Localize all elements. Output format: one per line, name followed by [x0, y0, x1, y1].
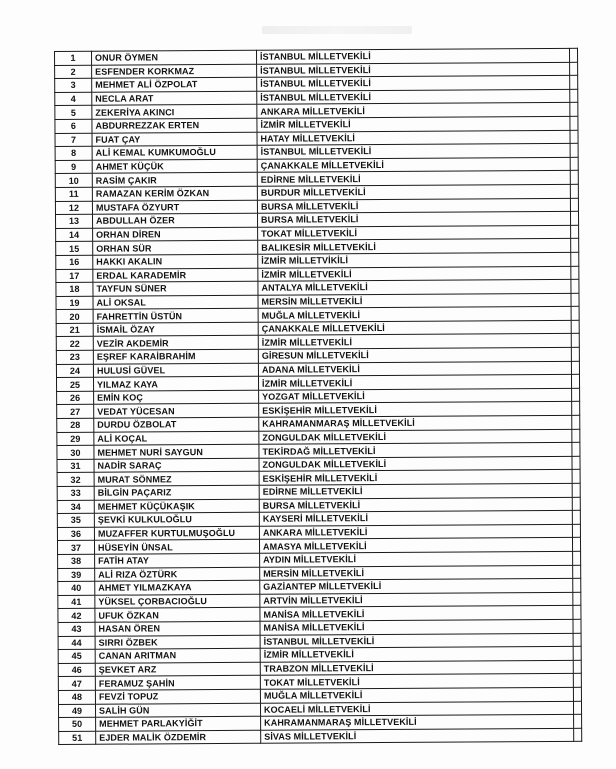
blank-cell — [573, 565, 581, 579]
deputy-constituency: GİRESUN MİLLETVEKİLİ — [258, 347, 571, 363]
blank-cell — [572, 402, 580, 416]
blank-cell — [573, 687, 581, 701]
deputy-name: MEHMET NURİ SAYGUN — [94, 444, 259, 459]
deputy-name: ALİ KEMAL KUMKUMOĞLU — [92, 145, 257, 160]
deputy-constituency: İSTANBUL MİLLETVEKİLİ — [257, 144, 570, 160]
row-number: 1 — [55, 51, 92, 65]
row-number: 14 — [56, 228, 93, 242]
blank-cell — [570, 116, 578, 130]
blank-cell — [570, 171, 578, 185]
deputy-name: MURAT SÖNMEZ — [94, 472, 259, 487]
blank-cell — [571, 307, 579, 321]
blank-cell — [570, 157, 578, 171]
table-row — [59, 728, 582, 745]
deputy-name: TAYFUN SÜNER — [93, 281, 258, 296]
row-number: 31 — [57, 459, 94, 473]
deputy-constituency: BURSA MİLLETVEKİLİ — [259, 497, 572, 513]
deputy-constituency: ESKİŞEHİR MİLLETVEKİLİ — [259, 470, 572, 486]
deputy-name: HAKKI AKALIN — [93, 254, 258, 269]
blank-cell — [571, 375, 579, 389]
row-number: 10 — [55, 174, 92, 188]
blank-cell — [571, 320, 579, 334]
row-number: 16 — [56, 255, 93, 269]
deputy-name: HULUSİ GÜVEL — [93, 363, 258, 378]
deputy-name: ONUR ÖYMEN — [92, 50, 257, 65]
blank-cell — [572, 510, 580, 524]
row-number: 44 — [58, 636, 95, 650]
blank-cell — [570, 75, 578, 89]
blank-cell — [572, 483, 580, 497]
row-number: 8 — [55, 146, 92, 160]
deputy-constituency: ÇANAKKALE MİLLETVEKİLİ — [257, 157, 570, 173]
deputy-constituency: BURSA MİLLETVEKİLİ — [257, 198, 570, 214]
row-number: 40 — [58, 581, 95, 595]
blank-cell — [572, 443, 580, 457]
row-number: 11 — [55, 187, 92, 201]
row-number: 23 — [56, 350, 93, 364]
row-number: 38 — [58, 554, 95, 568]
deputy-name: FUAT ÇAY — [92, 132, 257, 147]
blank-cell — [573, 592, 581, 606]
deputy-constituency: TOKAT MİLLETVEKİLİ — [260, 674, 573, 690]
deputy-constituency: TEKİRDAĞ MİLLETVEKİLİ — [259, 443, 572, 459]
deputy-constituency: KAYSERİ MİLLETVEKİLİ — [259, 511, 572, 527]
deputy-constituency: HATAY MİLLETVEKİLİ — [257, 130, 570, 146]
blank-cell — [570, 130, 578, 144]
deputy-constituency: ANKARA MİLLETVEKİLİ — [259, 524, 572, 540]
deputy-name: EJDER MALİK ÖZDEMİR — [96, 730, 261, 745]
deputy-constituency: İZMİR MİLLETVEKİLİ — [257, 116, 570, 132]
row-number: 45 — [58, 649, 95, 663]
deputy-name: VEDAT YÜCESAN — [94, 404, 259, 419]
blank-cell — [571, 334, 579, 348]
row-number: 36 — [57, 527, 94, 541]
deputy-name: BİLGİN PAÇARIZ — [94, 485, 259, 500]
deputy-constituency: ZONGULDAK MİLLETVEKİLİ — [259, 456, 572, 472]
blank-cell — [572, 456, 580, 470]
deputy-name: ALİ RIZA ÖZTÜRK — [95, 567, 260, 582]
deputy-name: İSMAİL ÖZAY — [93, 322, 258, 337]
deputy-constituency: TOKAT MİLLETVEKİLİ — [258, 225, 571, 241]
blank-cell — [574, 714, 582, 728]
deputy-name: YILMAZ KAYA — [93, 377, 258, 392]
row-number: 21 — [56, 323, 93, 337]
deputy-name: DURDU ÖZBOLAT — [94, 417, 259, 432]
deputy-constituency: İSTANBUL MİLLETVEKİLİ — [257, 76, 570, 92]
deputy-constituency: ESKİŞEHİR MİLLETVEKİLİ — [259, 402, 572, 418]
deputy-constituency: ÇANAKKALE MİLLETVEKİLİ — [258, 320, 571, 336]
deputy-name: CANAN ARITMAN — [95, 648, 260, 663]
deputy-name: ORHAN DİREN — [93, 227, 258, 242]
deputy-name: ERDAL KARADEMİR — [93, 268, 258, 283]
row-number: 24 — [56, 364, 93, 378]
row-number: 5 — [55, 106, 92, 120]
deputy-constituency: BALIKESİR MİLLETVEKİLİ — [258, 239, 571, 255]
row-number: 18 — [56, 282, 93, 296]
blank-cell — [571, 361, 579, 375]
deputy-name: SALİH GÜN — [95, 703, 260, 718]
deputy-constituency: MERSİN MİLLETVEKİLİ — [260, 565, 573, 581]
deputy-name: FAHRETTİN ÜSTÜN — [93, 309, 258, 324]
deputy-constituency: KAHRAMANMARAŞ MİLLETVEKİLİ — [261, 714, 574, 730]
deputy-constituency: ANKARA MİLLETVEKİLİ — [257, 103, 570, 119]
row-number: 20 — [56, 310, 93, 324]
row-number: 41 — [58, 595, 95, 609]
blank-cell — [570, 211, 578, 225]
blank-cell — [572, 524, 580, 538]
row-number: 3 — [55, 78, 92, 92]
blank-cell — [572, 497, 580, 511]
faint-header-mark — [262, 26, 412, 34]
deputy-constituency: EDİRNE MİLLETVEKİLİ — [259, 483, 572, 499]
deputy-name: ABDULLAH ÖZER — [92, 213, 257, 228]
row-number: 9 — [55, 160, 92, 174]
blank-cell — [572, 538, 580, 552]
blank-cell — [573, 633, 581, 647]
blank-cell — [570, 198, 578, 212]
deputy-constituency: ARTVİN MİLLETVEKİLİ — [260, 592, 573, 608]
deputy-constituency: SİVAS MİLLETVEKİLİ — [261, 728, 574, 744]
deputy-constituency: BURDUR MİLLETVEKİLİ — [257, 184, 570, 200]
row-number: 2 — [55, 65, 92, 79]
deputy-constituency: KOCAELİ MİLLETVEKİLİ — [260, 701, 573, 717]
row-number: 17 — [56, 269, 93, 283]
deputy-name: NECLA ARAT — [92, 91, 257, 106]
blank-cell — [569, 48, 577, 62]
deputy-constituency: MERSİN MİLLETVEKİLİ — [258, 293, 571, 309]
row-number: 34 — [57, 500, 94, 514]
blank-cell — [571, 252, 579, 266]
blank-cell — [570, 62, 578, 76]
row-number: 25 — [56, 378, 93, 392]
deputy-constituency: MUĞLA MİLLETVEKİLİ — [258, 307, 571, 323]
blank-cell — [573, 674, 581, 688]
row-number: 37 — [57, 541, 94, 555]
blank-cell — [572, 415, 580, 429]
deputy-constituency: İSTANBUL MİLLETVEKİLİ — [257, 62, 570, 78]
blank-cell — [573, 646, 581, 660]
deputy-name: FERAMUZ ŞAHİN — [95, 676, 260, 691]
deputy-constituency: İZMİR MİLLETVEKİLİ — [258, 375, 571, 391]
deputy-name: UFUK ÖZKAN — [95, 608, 260, 623]
deputy-name: MUZAFFER KURTULMUŞOĞLU — [94, 526, 259, 541]
blank-cell — [571, 347, 579, 361]
deputy-constituency: İSTANBUL MİLLETVEKİLİ — [257, 89, 570, 105]
deputy-constituency: ADANA MİLLETVEKİLİ — [258, 361, 571, 377]
deputy-constituency: GAZİANTEP MİLLETVEKİLİ — [260, 578, 573, 594]
deputy-constituency: MANİSA MİLLETVEKİLİ — [260, 606, 573, 622]
deputy-constituency: İSTANBUL MİLLETVEKİLİ — [260, 633, 573, 649]
row-number: 46 — [58, 663, 95, 677]
deputy-name: AHMET YILMAZKAYA — [95, 580, 260, 595]
deputy-constituency: TRABZON MİLLETVEKİLİ — [260, 660, 573, 676]
row-number: 51 — [59, 731, 96, 745]
blank-cell — [573, 619, 581, 633]
deputy-name: FEVZİ TOPUZ — [95, 689, 260, 704]
row-number: 47 — [58, 677, 95, 691]
blank-cell — [571, 279, 579, 293]
deputy-name: HASAN ÖREN — [95, 621, 260, 636]
deputy-constituency: İZMİR MİLLETVEKİLİ — [260, 646, 573, 662]
deputy-name: VEZİR AKDEMİR — [93, 336, 258, 351]
deputy-constituency: AYDIN MİLLETVEKİLİ — [260, 551, 573, 567]
deputy-constituency: MUĞLA MİLLETVEKİLİ — [260, 687, 573, 703]
blank-cell — [573, 606, 581, 620]
row-number: 4 — [55, 92, 92, 106]
row-number: 15 — [56, 242, 93, 256]
deputy-constituency: EDİRNE MİLLETVEKİLİ — [257, 171, 570, 187]
deputy-name: MEHMET ALİ ÖZPOLAT — [92, 77, 257, 92]
row-number: 35 — [57, 513, 94, 527]
deputy-name: ORHAN SÜR — [93, 241, 258, 256]
row-number: 19 — [56, 296, 93, 310]
deputy-name: NADİR SARAÇ — [94, 458, 259, 473]
deputy-constituency: KAHRAMANMARAŞ MİLLETVEKİLİ — [259, 415, 572, 431]
row-number: 13 — [55, 214, 92, 228]
deputy-name: ALİ KOÇAL — [94, 431, 259, 446]
blank-cell — [570, 103, 578, 117]
blank-cell — [572, 470, 580, 484]
row-number: 27 — [57, 405, 94, 419]
deputy-name: SIRRI ÖZBEK — [95, 635, 260, 650]
row-number: 43 — [58, 622, 95, 636]
blank-cell — [573, 551, 581, 565]
blank-cell — [573, 578, 581, 592]
row-number: 26 — [57, 391, 94, 405]
row-number: 22 — [56, 337, 93, 351]
row-number: 29 — [57, 432, 94, 446]
deputy-constituency: İSTANBUL MİLLETVEKİLİ — [256, 48, 569, 64]
blank-cell — [571, 225, 579, 239]
row-number: 30 — [57, 445, 94, 459]
row-number: 49 — [58, 704, 95, 718]
deputy-name: ABDURREZZAK ERTEN — [92, 118, 257, 133]
deputy-name: EŞREF KARAİBRAHİM — [93, 349, 258, 364]
row-number: 50 — [59, 717, 96, 731]
deputy-name: AHMET KÜÇÜK — [92, 159, 257, 174]
blank-cell — [570, 89, 578, 103]
row-number: 42 — [58, 609, 95, 623]
deputy-list-body — [55, 48, 582, 744]
deputy-name: MUSTAFA ÖZYURT — [92, 200, 257, 215]
blank-cell — [571, 239, 579, 253]
deputy-list-table — [54, 48, 582, 745]
blank-cell — [571, 293, 579, 307]
deputy-name: ŞEVKET ARZ — [95, 662, 260, 677]
deputy-constituency: YOZGAT MİLLETVEKİLİ — [259, 388, 572, 404]
deputy-name: MEHMET KÜÇÜKAŞIK — [94, 499, 259, 514]
row-number: 48 — [58, 690, 95, 704]
deputy-constituency: İZMİR MİLLETVEKİLİ — [258, 334, 571, 350]
row-number: 7 — [55, 133, 92, 147]
deputy-name: RAMAZAN KERİM ÖZKAN — [92, 186, 257, 201]
blank-cell — [570, 184, 578, 198]
deputy-name: FATİH ATAY — [95, 553, 260, 568]
row-number: 28 — [57, 418, 94, 432]
deputy-name: RASİM ÇAKIR — [92, 173, 257, 188]
deputy-constituency: AMASYA MİLLETVEKİLİ — [259, 538, 572, 554]
blank-cell — [571, 266, 579, 280]
deputy-name: ZEKERİYA AKINCI — [92, 105, 257, 120]
blank-cell — [574, 728, 582, 742]
row-number: 39 — [58, 568, 95, 582]
deputy-name: EMİN KOÇ — [94, 390, 259, 405]
deputy-constituency: BURSA MİLLETVEKİLİ — [257, 211, 570, 227]
blank-cell — [573, 660, 581, 674]
row-number: 33 — [57, 486, 94, 500]
deputy-constituency: ANTALYA MİLLETVEKİLİ — [258, 279, 571, 295]
deputy-name: YÜKSEL ÇORBACIOĞLU — [95, 594, 260, 609]
row-number: 6 — [55, 119, 92, 133]
blank-cell — [572, 388, 580, 402]
blank-cell — [570, 143, 578, 157]
deputy-constituency: İZMİR MİLLETVİKİLİ — [258, 252, 571, 268]
row-number: 12 — [55, 201, 92, 215]
deputy-constituency: MANİSA MİLLETVEKİLİ — [260, 619, 573, 635]
deputy-name: HÜSEYİN ÜNSAL — [94, 540, 259, 555]
deputy-name: ŞEVKİ KULKULOĞLU — [94, 512, 259, 527]
deputy-constituency: ZONGULDAK MİLLETVEKİLİ — [259, 429, 572, 445]
blank-cell — [572, 429, 580, 443]
deputy-name: ALİ OKSAL — [93, 295, 258, 310]
deputy-name: MEHMET PARLAKYİĞİT — [96, 716, 261, 731]
row-number: 32 — [57, 473, 94, 487]
deputy-name: ESFENDER KORKMAZ — [92, 64, 257, 79]
deputy-constituency: İZMİR MİLLETVEKİLİ — [258, 266, 571, 282]
blank-cell — [573, 701, 581, 715]
